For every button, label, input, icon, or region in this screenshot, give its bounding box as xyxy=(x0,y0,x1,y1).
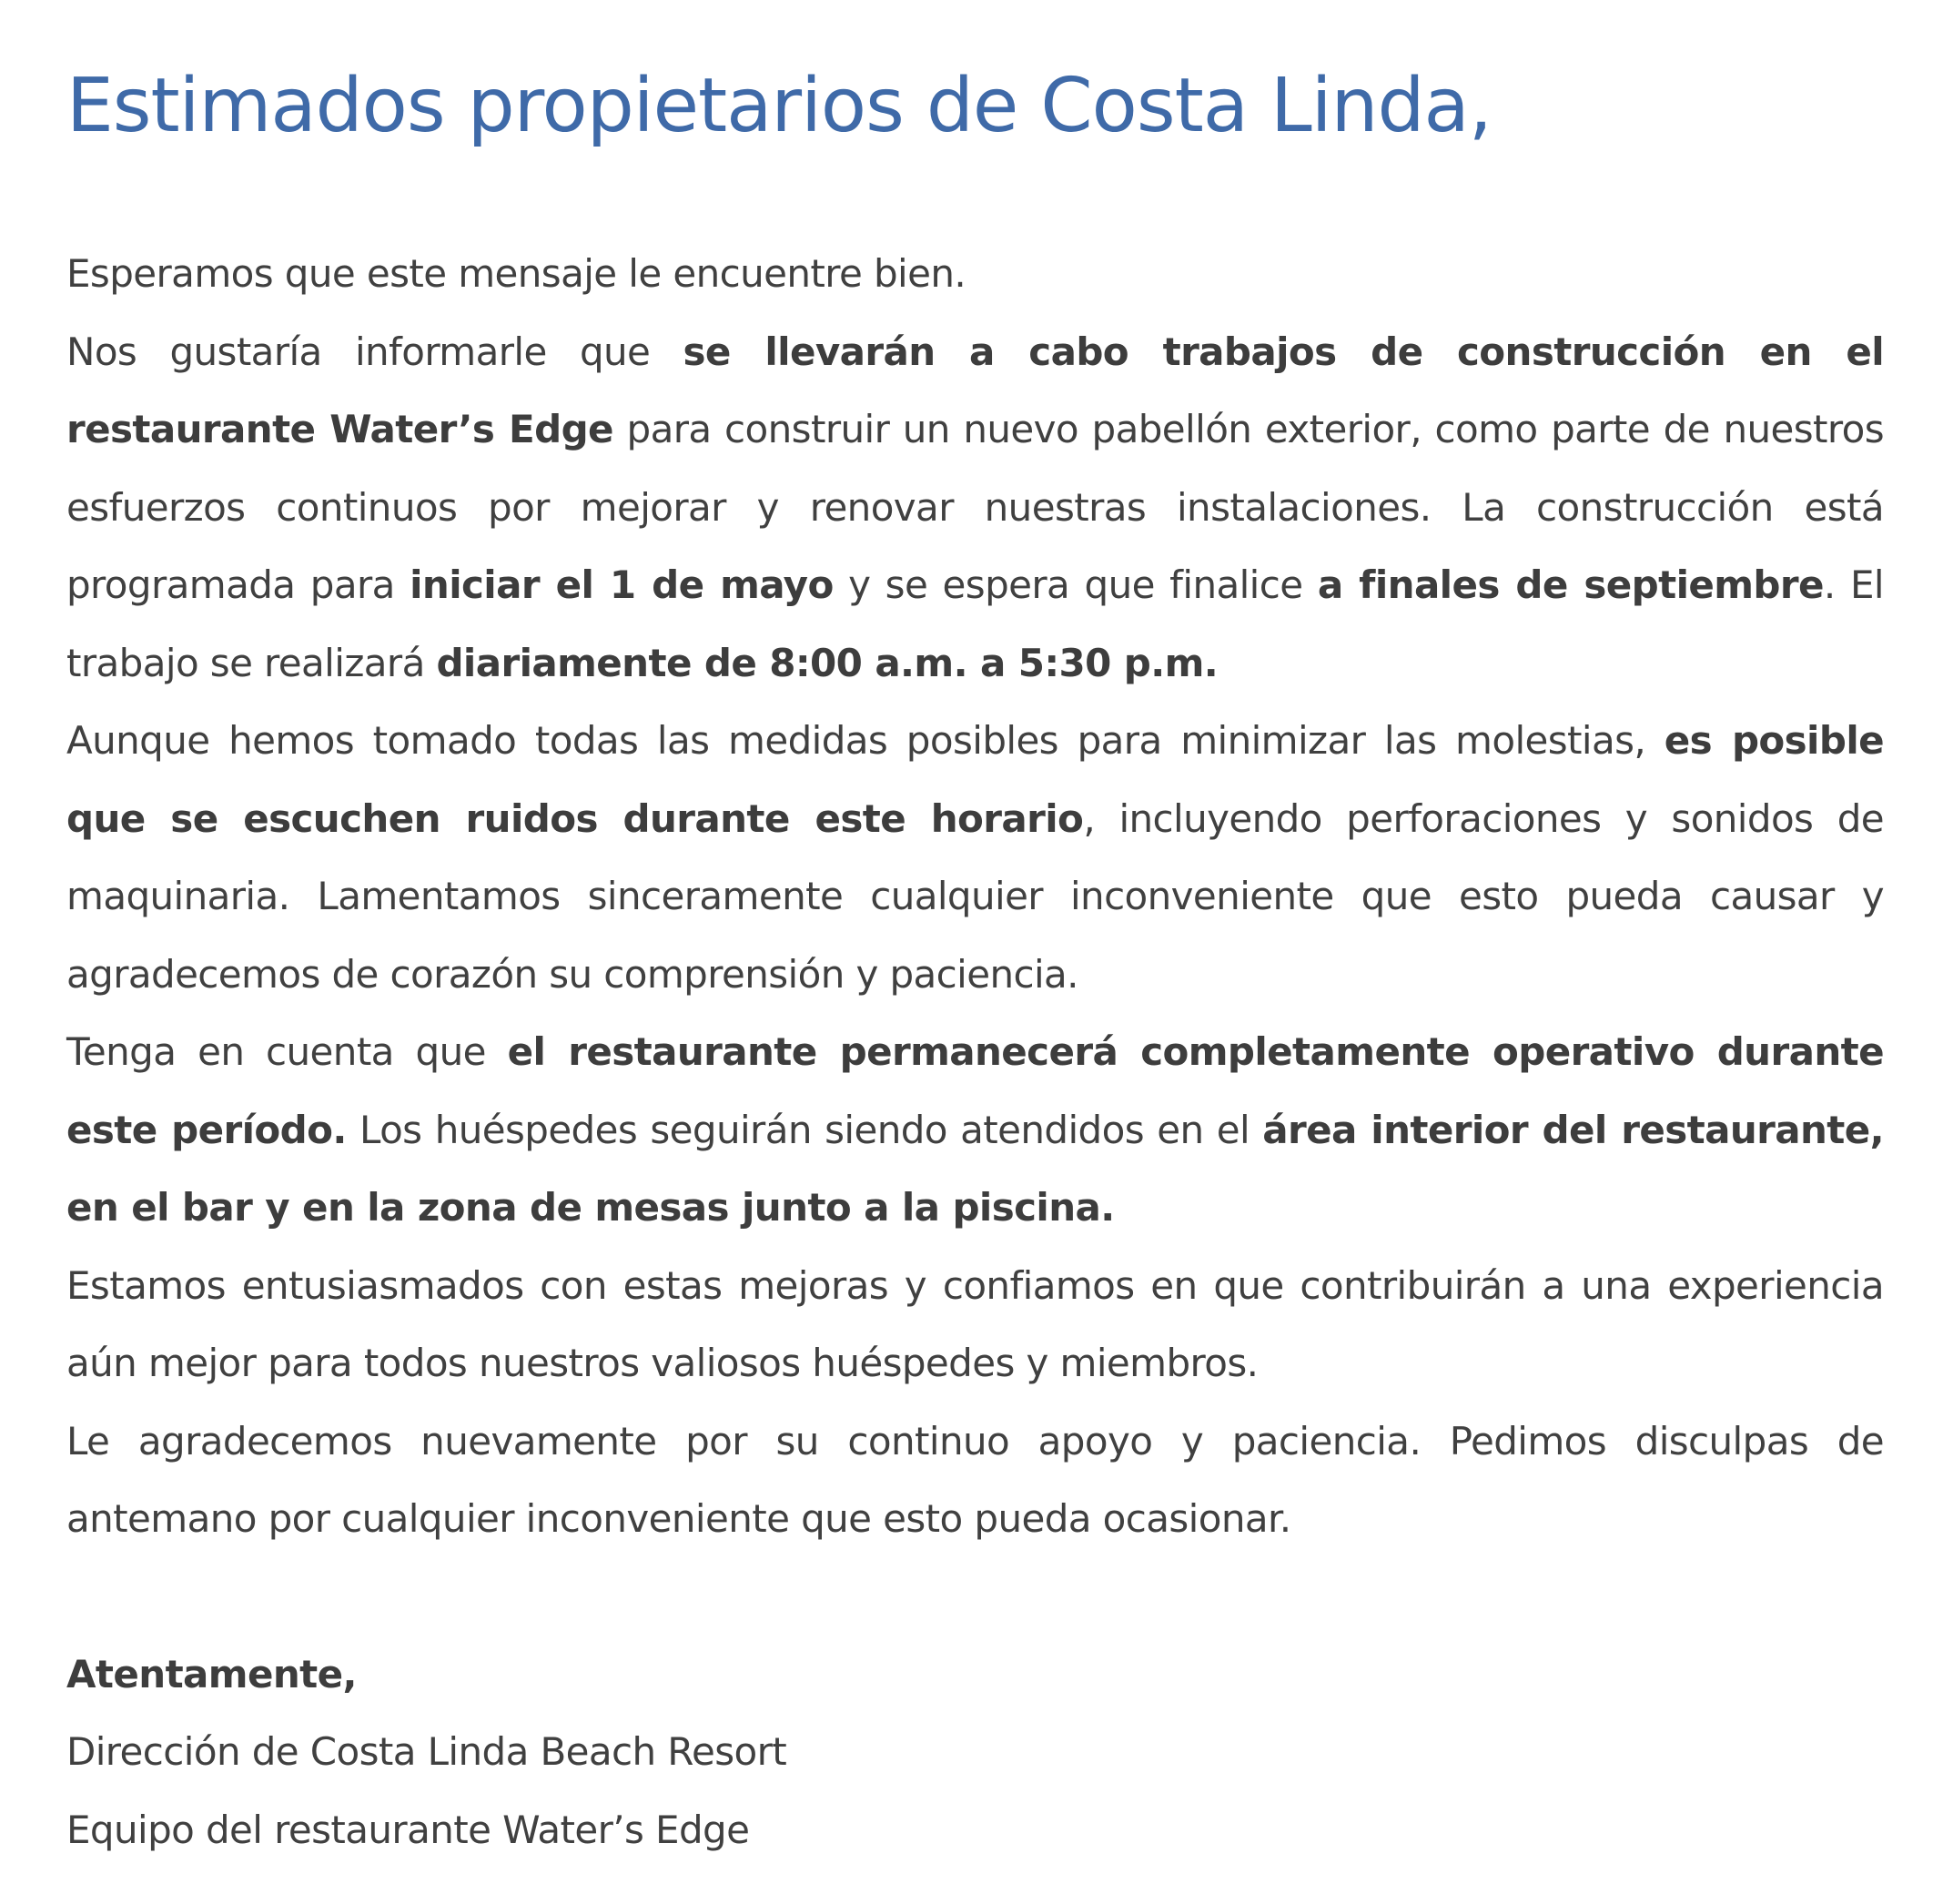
text-segment: , incluyendo perforaciones y sonidos de maquinaria. Lamentamos sinceramente cualquier inconveniente que esto pueda causar y agradecemos de corazón su comprensión y paciencia. xyxy=(66,795,1884,997)
text-segment: para construir un nuevo pabellón exterior, como parte de nuestros esfuerzos continuos por mejorar y renovar nuestras instalaciones. La construcción está programada para xyxy=(66,407,1884,607)
paragraph-construction xyxy=(66,313,1884,703)
letter xyxy=(66,56,1884,1869)
signature-line-management: Dirección de Costa Linda Beach Resort xyxy=(66,1729,787,1774)
text-segment: Nos gustaría informarle que xyxy=(66,329,683,374)
greeting-heading: Estimados propietarios de Costa Linda, xyxy=(66,63,1492,149)
paragraph-noise xyxy=(66,702,1884,1013)
closing-line: Atentamente, xyxy=(66,1651,357,1696)
paragraph-enthusiasm: Estamos entusiasmados con estas mejoras y confiamos en que contribuirán a una experiencia aún mejor para todos nuestros valiosos huéspedes y miembros. xyxy=(66,1262,1884,1385)
text-segment: Los huéspedes seguirán siendo atendidos en el xyxy=(346,1107,1263,1152)
signature-block xyxy=(66,1636,1884,1869)
paragraph-thanks: Le agradecemos nuevamente por su continuo apoyo y paciencia. Pedimos disculpas de antemano por cualquier inconveniente que esto pueda ocasionar. xyxy=(66,1418,1884,1541)
text-segment: Aunque hemos tomado todas las medidas posibles para minimizar las molestias, xyxy=(66,718,1665,763)
bold-operational-notice: el restaurante permanecerá completamente operativo durante este período. xyxy=(66,1029,1884,1152)
bold-noise-notice: es posible que se escuchen ruidos durante este horario xyxy=(66,718,1885,841)
text-segment: . El trabajo se realizará xyxy=(66,562,1884,685)
paragraph-operations xyxy=(66,1013,1884,1247)
bold-work-hours: diariamente de 8:00 a.m. a 5:30 p.m. xyxy=(436,640,1219,685)
text-segment: y se espera que finalice xyxy=(833,562,1318,607)
letter-body xyxy=(66,235,1884,1558)
bold-service-areas: área interior del restaurante, en el bar y en la zona de mesas junto a la piscina. xyxy=(66,1107,1884,1230)
bold-construction-notice: se llevarán a cabo trabajos de construcción en el restaurante Water’s Edge xyxy=(66,329,1884,451)
bold-end-date: a finales de septiembre xyxy=(1317,562,1824,607)
bold-start-date: iniciar el 1 de mayo xyxy=(410,562,834,607)
paragraph-intro: Esperamos que este mensaje le encuentre bien. xyxy=(66,251,966,296)
text-segment: Tenga en cuenta que xyxy=(66,1029,508,1074)
signature-line-team: Equipo del restaurante Water’s Edge xyxy=(66,1807,750,1852)
